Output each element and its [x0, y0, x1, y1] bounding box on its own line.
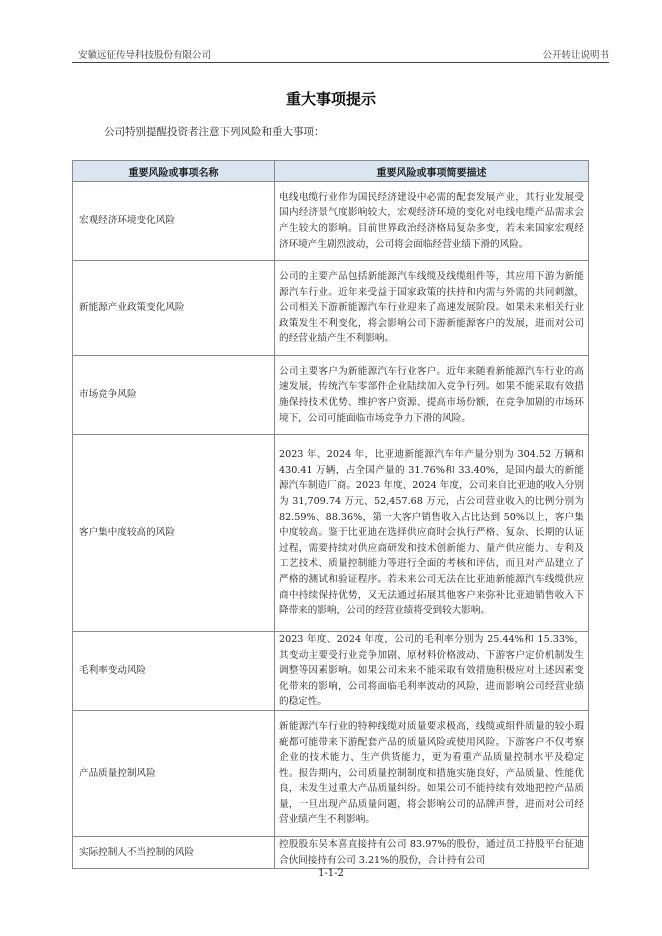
table-row [73, 837, 589, 869]
table-row [73, 182, 589, 261]
risk-desc-text: 电线电缆行业作为国民经济建设中必需的配套发展产业，其行业发展受国内经济景气度影响较大，宏观经济环境的变化对电线电缆产品需求会产生较大的影响。目前世界政治经济格局复杂多变，若未来国家宏观经济环境产生剧烈波动，公司将会面临经营业绩下滑的风险。 [279, 191, 584, 250]
risk-desc [275, 711, 589, 837]
risk-desc-text: 公司的主要产品包括新能源汽车线缆及线缆组件等，其应用下游为新能源汽车行业。近年来受益于国家政策的扶持和内需与外需的共同刺激，公司相关下游新能源汽车行业迎来了高速发展阶段。如果未来相关行业政策发生不利变化，将会影响公司下游新能源客户的发展，进而对公司的经营业绩产生不利影响。 [279, 271, 584, 345]
risk-name: 产品质量控制风险 [73, 711, 275, 837]
intro-text: 公司特别提醒投资者注意下列风险和重大事项： [104, 126, 325, 138]
risk-desc [275, 435, 589, 632]
risk-name: 市场竞争风险 [73, 356, 275, 435]
risk-desc [275, 632, 589, 711]
column-header-desc: 重要风险或事项简要描述 [275, 161, 589, 182]
column-header-name: 重要风险或事项名称 [73, 161, 275, 182]
risk-table [72, 160, 589, 869]
risk-desc-text: 公司主要客户为新能源汽车行业客户。近年来随着新能源汽车行业的高速发展，传统汽车零部件企业陆续加入竞争行列。如果不能采取有效措施保持技术优势、维护客户资源、提高市场份额，在竞争加剧的市场环境下，公司可能面临市场竞争力下滑的风险。 [279, 365, 584, 424]
risk-desc-text: 2023 年、2024 年，比亚迪新能源汽车年产量分别为 304.52 万辆和 430.41 万辆，占全国产量的 31.76%和 33.40%，是国内最大的新能源汽车制造厂商。2023 年度、2024 年度，公司来自比亚迪的收入分别为 31,709.74 万元、52,457.68 万元，占公司营业收入的比例分别为 82.59%、88.36%，第一大客户销售收入占比达到 50%以上，客户集中度较高。鉴于比亚迪在选择供应商时会执行严格、复杂、长期的认证过程，需要持续对供应商研发和技术创新能力、量产供应能力、专利及工艺技术、质量控制能力等进行全面的考核和评估，而且对产品建立了严格的测试和验证程序。若未来公司无法在比亚迪新能源汽车线缆供应商中持续保持优势，又无法通过拓展其他客户来弥补比亚迪销售收入下降带来的影响，公司的经营业绩将受到较大影响。 [279, 449, 584, 617]
page-number: 1-1-2 [318, 868, 344, 879]
header-doc-type: 公开转让说明书 [542, 50, 609, 61]
page-header [72, 45, 609, 61]
header-divider [72, 62, 609, 63]
table-row [73, 261, 589, 356]
table-row [73, 632, 589, 711]
table-row [73, 435, 589, 632]
risk-desc-text: 2023 年度、2024 年度，公司的毛利率分别为 25.44%和 15.33%，其变动主要受行业竞争加剧、原材料价格波动、下游客户定价机制发生调整等因素影响。如果公司未来不能采取有效措施积极应对上述因素变化带来的影响，公司将面临毛利率波动的风险，进而影响公司经营业绩的稳定性。 [279, 634, 584, 708]
risk-name: 新能源产业政策变化风险 [73, 261, 275, 356]
risk-name: 宏观经济环境变化风险 [73, 182, 275, 261]
risk-desc [275, 837, 589, 869]
page-title: 重大事项提示 [285, 90, 376, 108]
risk-name: 实际控制人不当控制的风险 [73, 837, 275, 869]
risk-desc-text: 新能源汽车行业的特种线缆对质量要求极高，线缆或组件质量的较小瑕疵都可能带来下游配套产品的质量风险或使用风险。下游客户不仅考察企业的技术能力、生产供货能力，更为看重产品质量控制水平及稳定性。报告期内，公司质量控制制度和措施实施良好，产品质量、性能优良，未发生过重大产品质量纠纷。如果公司不能持续有效地把控产品质量，一旦出现产品质量问题，将会影响公司的品牌声誉，进而对公司经营业绩产生不利影响。 [279, 720, 584, 826]
risk-desc [275, 182, 589, 261]
risk-desc [275, 261, 589, 356]
table-row [73, 711, 589, 837]
risk-name: 客户集中度较高的风险 [73, 435, 275, 632]
table-header-row [73, 161, 589, 182]
risk-desc [275, 356, 589, 435]
risk-name: 毛利率变动风险 [73, 632, 275, 711]
risk-desc-text: 控股股东吴本喜直接持有公司 83.97%的股份，通过员工持股平台征迪合伙间接持有公司 3.21%的股份，合计持有公司 [279, 839, 584, 866]
table-row [73, 356, 589, 435]
header-company: 安徽远征传导科技股份有限公司 [78, 50, 212, 61]
